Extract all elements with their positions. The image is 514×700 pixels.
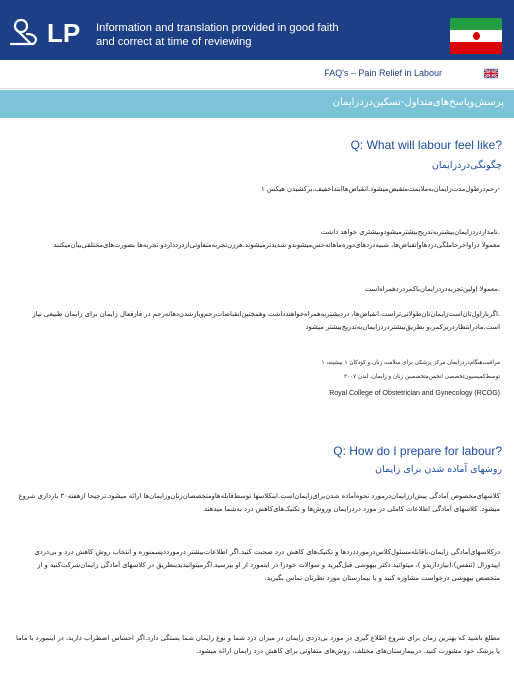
reference-text: مراقبت‌هنگام‌درد‌زایمان مرکز پزشکی برای سلامت زنان و کودکان ۱ بیشینه، ۱ bbox=[321, 360, 500, 366]
question-subheading-1: چگونگی‌درد‌زایمان bbox=[431, 160, 502, 171]
question-subheading-2: روشهای آماده شدن برای زایمان bbox=[375, 464, 502, 475]
breadcrumb[interactable]: FAQ's – Pain Relief in Labour bbox=[324, 68, 442, 78]
question-heading-1: Q: What will labour feel like? bbox=[350, 138, 502, 152]
page-title-bar bbox=[0, 90, 514, 118]
paragraph: معمولا‌ در‌اواخر‌حاملگی‌دردها‌و‌انقباض‌ها، شبیه‌دردهای‌دوره‌ماهانه‌حس‌میشوند‌و شدیدتر‌میشوند.هر‌زن‌تجربه‌متفاوتی‌از‌درد‌دارد‌و‌ تجربه‌ها بصورت‌های‌مختلفی‌بیان‌میکنند bbox=[53, 241, 500, 249]
page-title: پرسش‌وپاسخ‌های‌متداول-تسکین‌درد‌زایمان bbox=[332, 97, 504, 108]
banner-text: Information and translation provided in good faith and correct at time of reviewing bbox=[96, 22, 339, 48]
paragraph: مطلع‌ باشید‌ که‌ ‌بهترین‌ زمان ‌برای شروع ‌اطلاع گیری‌ ‌در‌ مورد بی‌دردی ‌زایمان ‌در‌ میزان درد شما و‌ نوع زایمان شما بستگی دارد.اگر‌ احساس‌ اضطراب دارید،‌ در‌ اینمورد‌ با‌ ماما‌ یا‌ پزشک‌ خود‌ مشورت‌ کنید. در‌بیمارستان‌های‌ مختلف، روش‌های‌ متفاوتی‌ برای‌ کاهش‌ درد‌ زایمان‌ ارائه‌ میشود. bbox=[16, 634, 500, 655]
paragraph: .اگر‌بار‌اول‌تان‌است‌زایمان‌تان‌طولانی‌تر‌است.انقباض‌ها، در‌دیشتر‌به‌همراه‌خواهند‌داشت و‌همچنین‌انقباضات‌رحم‌و‌باز‌شدن‌دهانه‌رحم‌ در‌ فاز‌فعال ‌زایمان ‌برای‌ زایمان طبیعی نیاز است‌.مادر‌انتظار‌در‌بر‌کمر،و‌ بطریق‌بیشتر‌درد‌زایمان‌به‌تدریج‌بیشتر‌ میشود bbox=[32, 310, 500, 331]
header-banner bbox=[0, 0, 514, 60]
lp-logo bbox=[9, 14, 89, 50]
paragraph: .معمولا اولین‌تجربه‌درد‌زایمان‌با‌کمر‌درد‌همراه‌است bbox=[364, 285, 500, 293]
reference-text: توسط‌کمیسیون‌تخصصی‌ انجمن‌متخصصین زنان و زایمان، لندن ۲۰۰۷ bbox=[344, 374, 500, 380]
iran-flag-icon bbox=[450, 18, 502, 54]
paragraph: در‌کلاسهای‌آمادگی‌ زایمان‌،با‌قابله‌مسئول‌کلاس‌در‌مورد‌دردها‌ و‌ تکنیک‌های‌ کاهش درد صحبت کنید.اگر اطلاعات‌بیشتر‌ در‌مورد‌دیسمنوره و‌ انتخاب‌ روش کاهش درد‌ و‌ بی‌دردی اپیدورال (تنفس)،(نیاز‌داریدو )، میتوانید دکتر‌ بیهوشی‌ قبل‌گیرید و‌ سوالات‌ خود‌را در‌ اینمورد از او بپرسید.اگر‌میتوانید‌بدینطریق در کلاسهای‌ آمادگی زایمان‌شرکت‌کنید و از متخصص‌ بیهوشی درخواست مشاوره‌ کنید و با بیمارستان‌ مورد‌ نظر‌تان‌ تماس‌ بگیرید. bbox=[34, 548, 500, 582]
paragraph: .نامدار‌درد‌زایمان‌بیشتر‌به‌تدریج‌بیشتر‌میشود‌و‌بیشتری خواهد داشت bbox=[320, 228, 500, 236]
uk-flag-icon[interactable] bbox=[484, 68, 498, 79]
breadcrumb-bar bbox=[0, 60, 514, 89]
source-citation: Royal College of Obstetrician and Gynecology (RCOG) bbox=[329, 390, 500, 397]
paragraph: کلاسهای‌مخصوص آمادگی‌ پیش‌از‌زایمان‌در‌مورد نحوه‌آماده شدن‌برای‌زایمان‌است.اینکلاسها توسط‌قابله‌ها‌و‌متخصصان‌زنان‌و‌زایمان‌ها ارائه میشود.ترجیحا از‌هفته‌۳۰ بارداری‌ شروع میشود. کلاسهای آمادگی‌ اطلاعات‌ کاملی در مورد درد‌زایمان و‌روش‌ها و‌ تکنیک‌های‌کاهش درد به‌شما میدهند bbox=[18, 492, 500, 513]
svg-text:LP: LP bbox=[47, 18, 81, 48]
paragraph: -رحم‌در‌طول‌مدت‌زایمان‌به‌ملایمت‌منقبض‌میشود.انقباض‌ها‌ابتدا‌خفیف،بر‌کشیدن هیکس ۱ bbox=[261, 185, 500, 193]
question-heading-2: Q: How do I prepare for labour? bbox=[333, 444, 502, 458]
